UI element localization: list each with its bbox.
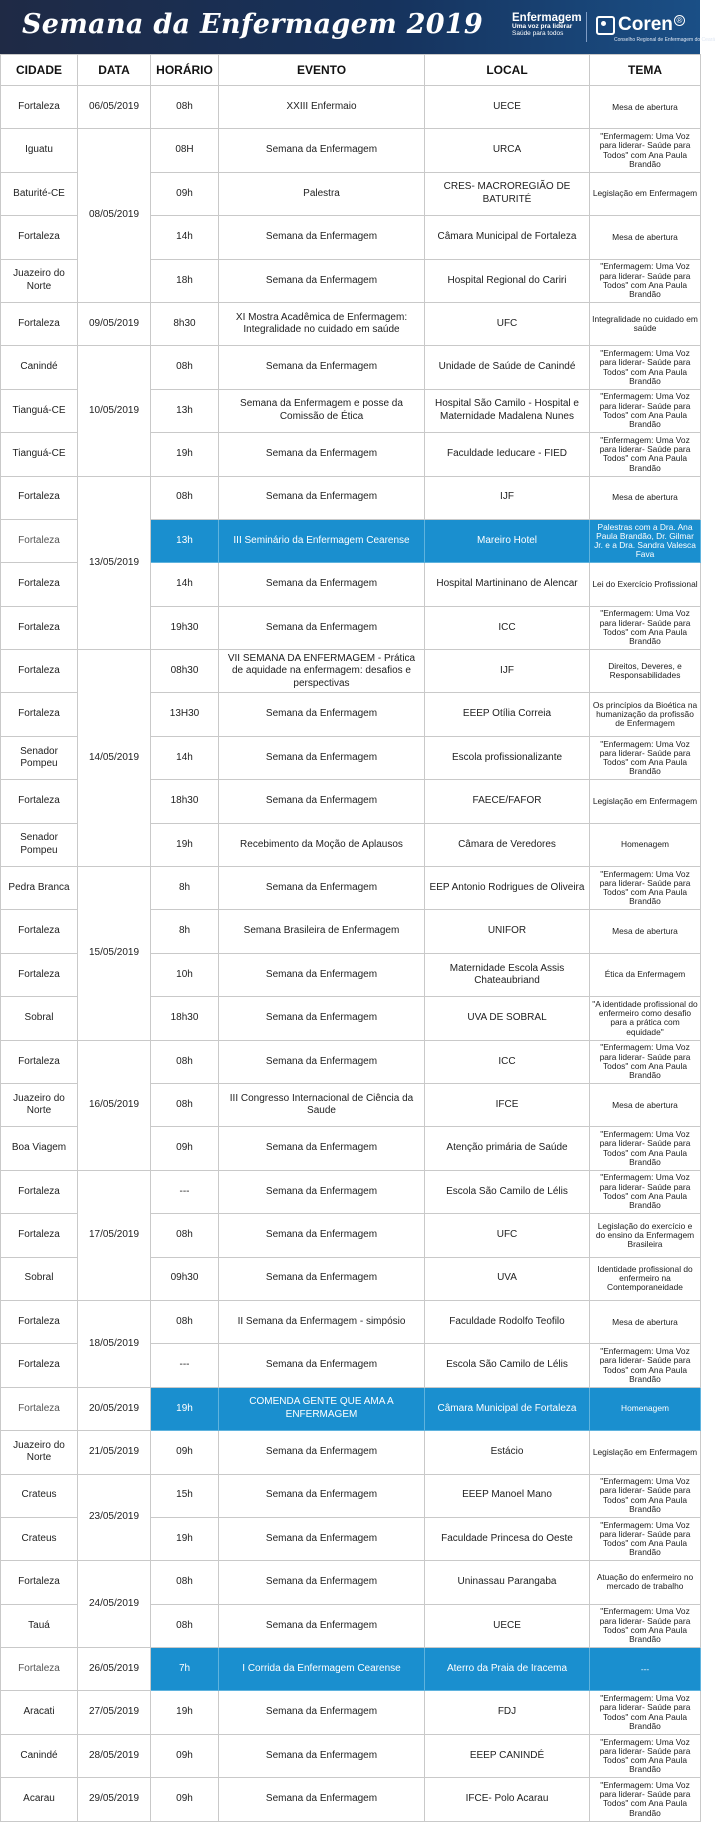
cell-tema: "Enfermagem: Uma Voz para liderar- Saúde para Todos" com Ana Paula Brandão [590, 867, 701, 910]
table-row [1, 302, 701, 345]
cell-tema: "Enfermagem: Uma Voz para liderar- Saúde para Todos" com Ana Paula Brandão [590, 1040, 701, 1083]
cell-event: Semana da Enfermagem [219, 129, 425, 172]
cell-local: Maternidade Escola Assis Chateaubriand [425, 953, 590, 996]
cell-city: Fortaleza [1, 1214, 78, 1257]
table-row [1, 1778, 701, 1821]
cell-event: Semana da Enfermagem [219, 1170, 425, 1213]
cell-time: 09h [151, 1431, 219, 1474]
cell-event: Semana da Enfermagem [219, 1691, 425, 1734]
cell-tema: "Enfermagem: Uma Voz para liderar- Saúde para Todos" com Ana Paula Brandão [590, 1517, 701, 1560]
cell-city: Juazeiro do Norte [1, 1431, 78, 1474]
cell-date: 26/05/2019 [78, 1648, 151, 1691]
cell-tema: "Enfermagem: Uma Voz para liderar- Saúde para Todos" com Ana Paula Brandão [590, 1474, 701, 1517]
cell-local: Mareiro Hotel [425, 519, 590, 562]
cell-local: Escola São Camilo de Lélis [425, 1344, 590, 1387]
cell-time: 08h [151, 1083, 219, 1126]
cell-city: Fortaleza [1, 563, 78, 606]
cell-tema: "Enfermagem: Uma Voz para liderar- Saúde para Todos" com Ana Paula Brandão [590, 1170, 701, 1213]
cell-time: 09h30 [151, 1257, 219, 1300]
cell-time: 09h [151, 172, 219, 215]
table-row [1, 1648, 701, 1691]
cell-city: Juazeiro do Norte [1, 259, 78, 302]
cell-time: 10h [151, 953, 219, 996]
cell-tema: "A identidade profissional do enfermeiro como desafio para a prática com equidade" [590, 997, 701, 1040]
cell-event: Semana da Enfermagem [219, 867, 425, 910]
cell-event: Semana da Enfermagem [219, 1517, 425, 1560]
cell-event: Semana da Enfermagem [219, 780, 425, 823]
cell-city: Fortaleza [1, 519, 78, 562]
cell-city: Boa Viagem [1, 1127, 78, 1170]
cell-local: Hospital Martininano de Alencar [425, 563, 590, 606]
cell-city: Juazeiro do Norte [1, 1083, 78, 1126]
cell-time: 08h [151, 1604, 219, 1647]
cell-time: 19h [151, 1387, 219, 1430]
cell-local: ICC [425, 1040, 590, 1083]
cell-tema: "Enfermagem: Uma Voz para liderar- Saúde para Todos" com Ana Paula Brandão [590, 1691, 701, 1734]
campaign-brand-tagline: Uma voz pra liderar [512, 23, 573, 31]
cell-event: Semana da Enfermagem [219, 346, 425, 389]
cell-tema: Homenagem [590, 823, 701, 866]
cell-city: Sobral [1, 1257, 78, 1300]
cell-date: 10/05/2019 [78, 346, 151, 476]
cell-date: 15/05/2019 [78, 867, 151, 1041]
cell-date: 23/05/2019 [78, 1474, 151, 1561]
cell-tema: "Enfermagem: Uma Voz para liderar- Saúde para Todos" com Ana Paula Brandão [590, 1344, 701, 1387]
cell-event: Semana da Enfermagem [219, 997, 425, 1040]
cell-tema: "Enfermagem: Uma Voz para liderar- Saúde para Todos" com Ana Paula Brandão [590, 1778, 701, 1821]
campaign-brand-subline: Saúde para todos [512, 29, 564, 37]
cell-time: 19h [151, 823, 219, 866]
cell-event: Semana da Enfermagem [219, 433, 425, 476]
cell-local: Atenção primária de Saúde [425, 1127, 590, 1170]
cell-time: 08h [151, 346, 219, 389]
cell-time: 13h [151, 389, 219, 432]
table-row [1, 1040, 701, 1083]
cell-time: 08h [151, 1214, 219, 1257]
table-header-row [1, 55, 701, 86]
column-header-city: CIDADE [1, 55, 78, 86]
cell-tema: Ética da Enfermagem [590, 953, 701, 996]
header-divider [586, 12, 587, 42]
cell-city: Fortaleza [1, 1561, 78, 1604]
cell-date: 16/05/2019 [78, 1040, 151, 1170]
cell-time: 19h30 [151, 606, 219, 649]
cell-time: 08h [151, 476, 219, 519]
cell-time: 13H30 [151, 693, 219, 736]
cell-tema: Palestras com a Dra. Ana Paula Brandão, Dr. Gilmar Jr. e a Dra. Sandra Valesca Fava [590, 519, 701, 562]
cell-local: IJF [425, 476, 590, 519]
cell-city: Fortaleza [1, 606, 78, 649]
cell-event: Semana da Enfermagem [219, 953, 425, 996]
cell-local: Aterro da Praia de Iracema [425, 1648, 590, 1691]
cell-local: IFCE- Polo Acarau [425, 1778, 590, 1821]
cell-event: Semana da Enfermagem [219, 1214, 425, 1257]
table-row [1, 867, 701, 910]
cell-tema: Mesa de abertura [590, 1083, 701, 1126]
cell-time: 8h [151, 867, 219, 910]
coren-logo-icon [596, 16, 615, 35]
cell-local: UVA [425, 1257, 590, 1300]
cell-city: Canindé [1, 1734, 78, 1777]
cell-city: Pedra Branca [1, 867, 78, 910]
table-row [1, 1300, 701, 1343]
cell-tema: Homenagem [590, 1387, 701, 1430]
cell-time: 19h [151, 1517, 219, 1560]
cell-tema: "Enfermagem: Uma Voz para liderar- Saúde para Todos" com Ana Paula Brandão [590, 1734, 701, 1777]
cell-local: EEEP Otília Correia [425, 693, 590, 736]
cell-city: Baturité-CE [1, 172, 78, 215]
cell-event: II Semana da Enfermagem - simpósio [219, 1300, 425, 1343]
cell-time: 14h [151, 736, 219, 779]
cell-local: Escola profissionalizante [425, 736, 590, 779]
table-row [1, 1431, 701, 1474]
cell-time: 14h [151, 216, 219, 259]
cell-local: Faculdade Ieducare - FIED [425, 433, 590, 476]
cell-local: Hospital São Camilo - Hospital e Maternidade Madalena Nunes [425, 389, 590, 432]
cell-local: UFC [425, 302, 590, 345]
cell-tema: "Enfermagem: Uma Voz para liderar- Saúde para Todos" com Ana Paula Brandão [590, 129, 701, 172]
cell-tema: Mesa de abertura [590, 476, 701, 519]
cell-local: FDJ [425, 1691, 590, 1734]
cell-time: 7h [151, 1648, 219, 1691]
cell-event: XI Mostra Acadêmica de Enfermagem: Integralidade no cuidado em saúde [219, 302, 425, 345]
cell-city: Fortaleza [1, 86, 78, 129]
table-row [1, 1170, 701, 1213]
cell-local: Hospital Regional do Cariri [425, 259, 590, 302]
cell-event: Semana da Enfermagem [219, 736, 425, 779]
cell-event: Semana da Enfermagem [219, 1040, 425, 1083]
cell-city: Fortaleza [1, 1387, 78, 1430]
cell-date: 17/05/2019 [78, 1170, 151, 1300]
cell-event: I Corrida da Enfermagem Cearense [219, 1648, 425, 1691]
cell-event: Semana da Enfermagem [219, 259, 425, 302]
cell-event: Semana da Enfermagem [219, 1257, 425, 1300]
cell-local: Faculdade Rodolfo Teofilo [425, 1300, 590, 1343]
cell-tema: Mesa de abertura [590, 910, 701, 953]
cell-local: UNIFOR [425, 910, 590, 953]
cell-city: Crateus [1, 1474, 78, 1517]
cell-local: ICC [425, 606, 590, 649]
cell-date: 14/05/2019 [78, 650, 151, 867]
cell-time: --- [151, 1344, 219, 1387]
cell-tema: "Enfermagem: Uma Voz para liderar- Saúde para Todos" com Ana Paula Brandão [590, 259, 701, 302]
cell-event: III Congresso Internacional de Ciência da Saude [219, 1083, 425, 1126]
coren-logo [596, 14, 715, 43]
cell-city: Fortaleza [1, 1170, 78, 1213]
cell-tema: Mesa de abertura [590, 216, 701, 259]
column-header-event: EVENTO [219, 55, 425, 86]
cell-time: 8h [151, 910, 219, 953]
table-row [1, 1734, 701, 1777]
cell-tema: "Enfermagem: Uma Voz para liderar- Saúde para Todos" com Ana Paula Brandão [590, 389, 701, 432]
cell-time: 08h30 [151, 650, 219, 693]
cell-local: Faculdade Princesa do Oeste [425, 1517, 590, 1560]
cell-city: Tauá [1, 1604, 78, 1647]
table-body [1, 86, 701, 1822]
cell-date: 08/05/2019 [78, 129, 151, 303]
cell-local: FAECE/FAFOR [425, 780, 590, 823]
cell-time: 15h [151, 1474, 219, 1517]
cell-time: 18h30 [151, 780, 219, 823]
cell-time: 08h [151, 86, 219, 129]
cell-city: Sobral [1, 997, 78, 1040]
cell-city: Fortaleza [1, 476, 78, 519]
cell-event: Semana da Enfermagem [219, 563, 425, 606]
cell-tema: "Enfermagem: Uma Voz para liderar- Saúde para Todos" com Ana Paula Brandão [590, 736, 701, 779]
cell-local: EEEP Manoel Mano [425, 1474, 590, 1517]
page-title: Semana da Enfermagem 2019 [22, 9, 484, 40]
table-row [1, 1474, 701, 1517]
cell-time: 09h [151, 1778, 219, 1821]
cell-date: 06/05/2019 [78, 86, 151, 129]
cell-local: CRES- MACROREGIÃO DE BATURITÉ [425, 172, 590, 215]
table-row [1, 650, 701, 693]
cell-time: 19h [151, 433, 219, 476]
cell-time: 18h30 [151, 997, 219, 1040]
cell-local: EEEP CANINDÉ [425, 1734, 590, 1777]
cell-tema: Lei do Exercício Profissional [590, 563, 701, 606]
registered-icon: ® [674, 15, 685, 26]
cell-event: Semana Brasileira de Enfermagem [219, 910, 425, 953]
cell-city: Fortaleza [1, 1648, 78, 1691]
table-row [1, 476, 701, 519]
cell-local: URCA [425, 129, 590, 172]
cell-date: 27/05/2019 [78, 1691, 151, 1734]
cell-tema: --- [590, 1648, 701, 1691]
cell-local: UECE [425, 86, 590, 129]
table-row [1, 346, 701, 389]
cell-event: VII SEMANA DA ENFERMAGEM - Prática de aquidade na enfermagem: desafios e perspectivas [219, 650, 425, 693]
coren-logo-name: Coren [618, 14, 673, 35]
cell-time: 13h [151, 519, 219, 562]
cell-city: Senador Pompeu [1, 823, 78, 866]
cell-date: 28/05/2019 [78, 1734, 151, 1777]
cell-event: Semana da Enfermagem [219, 216, 425, 259]
cell-tema: "Enfermagem: Uma Voz para liderar- Saúde para Todos" com Ana Paula Brandão [590, 346, 701, 389]
cell-event: III Seminário da Enfermagem Cearense [219, 519, 425, 562]
cell-event: Semana da Enfermagem [219, 1431, 425, 1474]
cell-time: 18h [151, 259, 219, 302]
cell-tema: Legislação em Enfermagem [590, 1431, 701, 1474]
cell-event: Semana da Enfermagem [219, 1604, 425, 1647]
table-row [1, 129, 701, 172]
cell-tema: "Enfermagem: Uma Voz para liderar- Saúde para Todos" com Ana Paula Brandão [590, 1127, 701, 1170]
table-row [1, 1561, 701, 1604]
cell-time: 14h [151, 563, 219, 606]
cell-event: Semana da Enfermagem e posse da Comissão de Ética [219, 389, 425, 432]
table-row [1, 1387, 701, 1430]
cell-local: EEP Antonio Rodrigues de Oliveira [425, 867, 590, 910]
cell-date: 18/05/2019 [78, 1300, 151, 1387]
cell-event: Semana da Enfermagem [219, 606, 425, 649]
cell-date: 20/05/2019 [78, 1387, 151, 1430]
cell-event: Palestra [219, 172, 425, 215]
cell-city: Fortaleza [1, 1300, 78, 1343]
column-header-tema: TEMA [590, 55, 701, 86]
cell-time: 08h [151, 1040, 219, 1083]
cell-tema: Mesa de abertura [590, 1300, 701, 1343]
cell-city: Canindé [1, 346, 78, 389]
cell-event: Semana da Enfermagem [219, 476, 425, 519]
cell-city: Fortaleza [1, 1344, 78, 1387]
cell-city: Acarau [1, 1778, 78, 1821]
cell-city: Fortaleza [1, 693, 78, 736]
cell-local: Câmara de Veredores [425, 823, 590, 866]
cell-event: XXIII Enfermaio [219, 86, 425, 129]
cell-local: Câmara Municipal de Fortaleza [425, 1387, 590, 1430]
cell-time: --- [151, 1170, 219, 1213]
cell-city: Fortaleza [1, 216, 78, 259]
cell-event: Semana da Enfermagem [219, 1127, 425, 1170]
cell-date: 29/05/2019 [78, 1778, 151, 1821]
cell-local: UFC [425, 1214, 590, 1257]
cell-date: 09/05/2019 [78, 302, 151, 345]
cell-local: UECE [425, 1604, 590, 1647]
cell-tema: "Enfermagem: Uma Voz para liderar- Saúde para Todos" com Ana Paula Brandão [590, 433, 701, 476]
coren-logo-subtitle: Conselho Regional de Enfermagem do Ceará [614, 37, 715, 43]
cell-event: Semana da Enfermagem [219, 693, 425, 736]
cell-tema: Atuação do enfermeiro no mercado de trabalho [590, 1561, 701, 1604]
cell-time: 08h [151, 1300, 219, 1343]
cell-tema: Integralidade no cuidado em saúde [590, 302, 701, 345]
cell-local: Estácio [425, 1431, 590, 1474]
cell-date: 13/05/2019 [78, 476, 151, 650]
cell-event: Semana da Enfermagem [219, 1474, 425, 1517]
cell-time: 8h30 [151, 302, 219, 345]
cell-tema: Legislação do exercício e do ensino da Enfermagem Brasileira [590, 1214, 701, 1257]
cell-city: Aracati [1, 1691, 78, 1734]
cell-time: 08h [151, 1561, 219, 1604]
cell-date: 24/05/2019 [78, 1561, 151, 1648]
cell-local: Escola São Camilo de Lélis [425, 1170, 590, 1213]
cell-event: Semana da Enfermagem [219, 1561, 425, 1604]
cell-city: Tianguá-CE [1, 389, 78, 432]
cell-event: Semana da Enfermagem [219, 1344, 425, 1387]
cell-local: Uninassau Parangaba [425, 1561, 590, 1604]
cell-city: Fortaleza [1, 1040, 78, 1083]
cell-city: Tianguá-CE [1, 433, 78, 476]
cell-tema: "Enfermagem: Uma Voz para liderar- Saúde para Todos" com Ana Paula Brandão [590, 606, 701, 649]
cell-tema: Identidade profissional do enfermeiro na Contemporaneidade [590, 1257, 701, 1300]
cell-tema: Legislação em Enfermagem [590, 172, 701, 215]
cell-local: UVA DE SOBRAL [425, 997, 590, 1040]
cell-time: 08H [151, 129, 219, 172]
cell-local: IFCE [425, 1083, 590, 1126]
cell-event: Recebimento da Moção de Aplausos [219, 823, 425, 866]
cell-city: Crateus [1, 1517, 78, 1560]
cell-city: Fortaleza [1, 302, 78, 345]
page-header [0, 0, 715, 54]
cell-local: Unidade de Saúde de Canindé [425, 346, 590, 389]
cell-tema: Direitos, Deveres, e Responsabilidades [590, 650, 701, 693]
cell-tema: Legislação em Enfermagem [590, 780, 701, 823]
cell-local: IJF [425, 650, 590, 693]
cell-tema: "Enfermagem: Uma Voz para liderar- Saúde para Todos" com Ana Paula Brandão [590, 1604, 701, 1647]
column-header-time: HORÁRIO [151, 55, 219, 86]
cell-tema: Mesa de abertura [590, 86, 701, 129]
table-row [1, 86, 701, 129]
cell-city: Iguatu [1, 129, 78, 172]
cell-city: Fortaleza [1, 910, 78, 953]
column-header-date: DATA [78, 55, 151, 86]
cell-time: 09h [151, 1734, 219, 1777]
table-row [1, 1691, 701, 1734]
cell-event: Semana da Enfermagem [219, 1734, 425, 1777]
column-header-local: LOCAL [425, 55, 590, 86]
cell-time: 19h [151, 1691, 219, 1734]
cell-event: COMENDA GENTE QUE AMA A ENFERMAGEM [219, 1387, 425, 1430]
campaign-brand-name: Enfermagem [512, 12, 582, 24]
cell-city: Fortaleza [1, 780, 78, 823]
cell-date: 21/05/2019 [78, 1431, 151, 1474]
cell-local: Câmara Municipal de Fortaleza [425, 216, 590, 259]
campaign-brand [512, 12, 582, 38]
cell-time: 09h [151, 1127, 219, 1170]
cell-event: Semana da Enfermagem [219, 1778, 425, 1821]
cell-city: Fortaleza [1, 953, 78, 996]
events-table [0, 54, 701, 1822]
cell-city: Senador Pompeu [1, 736, 78, 779]
cell-tema: Os princípios da Bioética na humanização da profissão de Enfermagem [590, 693, 701, 736]
cell-city: Fortaleza [1, 650, 78, 693]
